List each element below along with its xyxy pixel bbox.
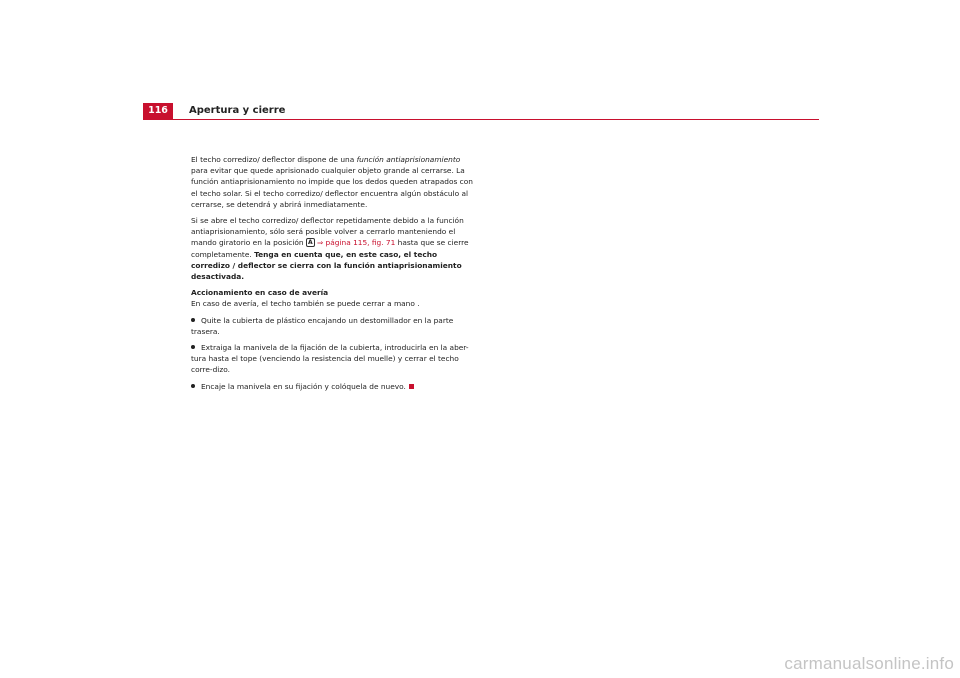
section-title: Apertura y cierre [189, 105, 286, 116]
bullet-icon [191, 384, 195, 388]
paragraph-anti-trap: El techo corredizo/ deflector dispone de una función antiaprisionamiento para evitar que quede aprisionado cualquier objeto grande al cerrarse. La función antiaprisionamiento no impide que los dedos queden atrapados con el techo solar. Si el techo corredizo/ deflector encuentra algún obstáculo al cerrarse, se detendrá y abrirá inmediatamente. [191, 155, 473, 209]
position-a-symbol: A [307, 239, 313, 247]
list-item: Quite la cubierta de plástico encajando un destomillador en la parte trasera. [191, 315, 454, 336]
paragraph-manual-close: En caso de avería, el techo también se puede cerrar a mano . [191, 299, 420, 309]
page-number: 116 [143, 103, 173, 119]
list-item: Extraiga la manivela de la fijación de la cubierta, introducirla en la aber-tura hasta el tope (venciendo la resistencia del muelle) y cerrar el techo corre-dizo. [191, 343, 469, 375]
bullet-icon [191, 345, 195, 349]
subheading-breakdown: Accionamiento en caso de avería [191, 288, 329, 298]
cross-reference-link[interactable]: ⇒ página 115, fig. 71 [317, 238, 396, 248]
bullet-icon [191, 318, 195, 322]
list-item: Encaje la manivela en su fijación y colóquela de nuevo. [191, 381, 476, 392]
end-of-section-icon [409, 384, 414, 389]
warning-bold-text: Tenga en cuenta que, en este caso, el techo corredizo / deflector se cierra con la función antiaprisionamiento desactivada. [191, 249, 462, 282]
watermark: carmanualsonline.info [784, 654, 954, 673]
paragraph-repeated-open: Si se abre el techo corredizo/ deflector repetidamente debido a la función antiaprisionamiento, sólo será posible volver a cerrarlo manteniendo el mando giratorio en la posición A ⇒ página 115, fig. 71 hasta que se cierre completamente. Tenga en cuenta que, en este caso, el techo corredizo / deflector se cierra con la función antiaprisionamiento desactivada. [191, 216, 469, 282]
header-rule [143, 119, 819, 120]
page-header [143, 103, 819, 119]
body-text [191, 154, 476, 397]
emphasis-term: función antiaprisionamiento [356, 155, 461, 164]
